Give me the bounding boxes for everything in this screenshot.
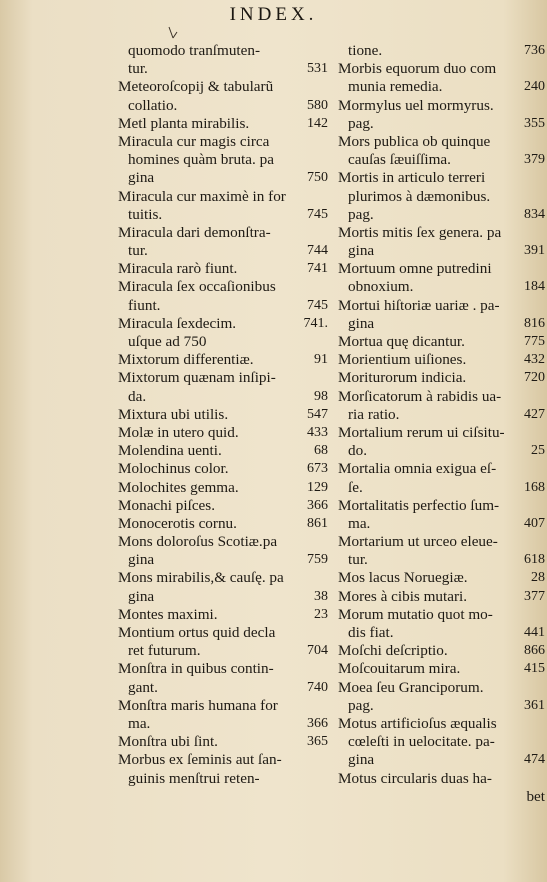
index-entry-line [118, 642, 328, 660]
index-page-number: 366 [307, 497, 328, 513]
index-entry-line [338, 697, 545, 715]
index-entry-text: Miracula ſexdecim. [118, 314, 237, 332]
index-entry-line [118, 751, 328, 769]
index-entry-text: gant. [128, 678, 158, 696]
index-entry-text: guinis menſtrui reten- [128, 769, 260, 787]
index-entry-text: Meteoroſcopij & tabularũ [118, 78, 274, 96]
index-entry-line [338, 42, 545, 60]
index-entry-text: cauſas ſæuiſſima. [348, 151, 451, 169]
index-entry-line [118, 479, 328, 497]
index-page-number: 407 [524, 515, 545, 531]
index-page-number: 741. [303, 315, 328, 331]
index-page-number: 744 [307, 243, 328, 259]
index-entry-text: obnoxium. [348, 278, 414, 296]
index-entry-line [338, 151, 545, 169]
index-entry-line [338, 333, 545, 351]
index-page-number: 441 [524, 625, 545, 640]
index-entry-line [118, 588, 328, 606]
index-entry-line [118, 460, 328, 478]
index-entry-line [338, 260, 545, 278]
index-entry-line [338, 751, 545, 769]
index-entry-line [338, 297, 545, 315]
index-entry-text: Mixtura ubi utilis. [118, 405, 229, 423]
index-entry-line [338, 78, 545, 96]
index-entry-line [118, 388, 328, 406]
index-entry-text: gina [128, 551, 155, 569]
index-entry-text: gina [128, 169, 155, 187]
index-page-number: 377 [524, 588, 545, 604]
index-entry-line [118, 315, 328, 333]
index-entry-text: Molochinus color. [118, 460, 229, 478]
index-page-number: 775 [524, 334, 545, 349]
index-entry-line [118, 42, 328, 60]
index-entry-line [118, 770, 328, 788]
index-page-number: 129 [307, 479, 328, 495]
index-entry-text: ria ratio. [348, 405, 400, 423]
index-entry-text: Metl planta mirabilis. [118, 114, 250, 132]
index-page-number: 750 [307, 170, 328, 186]
index-entry-line [338, 569, 545, 587]
index-page-number: 415 [524, 661, 545, 677]
index-entry-line [338, 388, 545, 406]
index-entry-line [118, 569, 328, 587]
index-page-number: 673 [307, 461, 328, 477]
index-entry-line [118, 624, 328, 642]
index-entry-line [338, 588, 545, 606]
index-entry-line [118, 424, 328, 442]
index-entry-text: dis fiat. [348, 624, 394, 641]
index-entry-text: Morientium uiſiones. [338, 351, 467, 369]
index-entry-line [338, 424, 545, 442]
index-page-number: 816 [524, 315, 545, 331]
index-entry-text: Molendina uenti. [118, 442, 222, 460]
index-column-left [118, 42, 328, 788]
index-page-number: 531 [307, 61, 328, 77]
index-entry-line [338, 60, 545, 78]
index-page-number: 184 [524, 279, 545, 295]
index-entry-line [118, 278, 328, 296]
index-page-number: 142 [307, 115, 328, 131]
index-entry-line [338, 551, 545, 569]
index-page-number: 38 [314, 588, 328, 604]
index-entry-line [118, 242, 328, 260]
index-entry-text: Mores à cibis mutari. [338, 587, 468, 605]
index-page-number: 474 [524, 752, 545, 768]
index-page-number: 736 [524, 43, 545, 58]
index-entry-text: tur. [128, 60, 148, 78]
index-entry-text: Miracula cur magis circa [118, 132, 270, 150]
index-entry-line [338, 115, 545, 133]
index-page-number: 759 [307, 552, 328, 568]
index-page-number: 68 [314, 443, 328, 459]
index-entry-text: Moſcouitarum mira. [338, 660, 461, 678]
index-entry-line [338, 715, 545, 733]
index-page-number: 391 [524, 243, 545, 259]
index-entry-text: Motus circularis duas ha- [338, 769, 492, 787]
index-entry-text: Mixtorum quænam inſipi- [118, 369, 276, 387]
index-entry-text: tuitis. [128, 205, 163, 223]
index-entry-line [118, 369, 328, 387]
index-entry-line [118, 606, 328, 624]
index-entry-line [338, 169, 545, 187]
index-entry-line [118, 715, 328, 733]
index-entry-line [118, 333, 328, 351]
index-entry-text: gina [348, 242, 375, 260]
index-entry-text: Miracula cur maximè in for [118, 187, 286, 205]
index-page-number: 28 [531, 570, 545, 586]
index-page-number: 745 [307, 206, 328, 222]
index-entry-text: ſe. [348, 478, 363, 496]
index-entry-line [338, 679, 545, 697]
index-page-number: 741 [307, 261, 328, 277]
index-entry-text: homines quàm bruta. pa [128, 151, 274, 169]
index-page-number: 23 [314, 606, 328, 622]
index-page-number: 580 [307, 97, 328, 113]
index-entry-line [338, 278, 545, 296]
index-page-number: 704 [307, 643, 328, 659]
index-entry-line [338, 97, 545, 115]
index-entry-text: pag. [348, 696, 374, 714]
index-entry-text: ret futurum. [128, 642, 201, 660]
index-page-number: 547 [307, 406, 328, 422]
index-entry-text: Mortarium ut urceo eleue- [338, 533, 498, 551]
index-page-number: 91 [314, 352, 328, 368]
index-entry-line [338, 479, 545, 497]
index-entry-text: Morbis equorum duo com [338, 60, 497, 78]
index-entry-text: Motus artificioſus æqualis [338, 714, 497, 732]
index-entry-line [338, 533, 545, 551]
index-page-number: 432 [524, 352, 545, 368]
index-entry-line [338, 133, 545, 151]
index-entry-line [118, 533, 328, 551]
index-entry-text: bet [526, 787, 545, 805]
index-page-number: 861 [307, 515, 328, 531]
index-page-number: 168 [524, 479, 545, 495]
index-entry-line [118, 169, 328, 187]
index-entry-line [338, 188, 545, 206]
index-entry-text: quomodo tranſmuten- [128, 42, 261, 59]
index-entry-line [338, 497, 545, 515]
index-page-number: 866 [524, 643, 545, 659]
index-entry-line [118, 442, 328, 460]
index-entry-text: ma. [348, 514, 371, 532]
index-page-number: 720 [524, 370, 545, 386]
index-entry-line [338, 460, 545, 478]
index-entry-text: Mortis in articulo terreri [338, 169, 486, 187]
index-entry-text: pag. [348, 205, 374, 223]
index-entry-text: Monocerotis cornu. [118, 514, 237, 532]
index-entry-text: gina [348, 314, 375, 332]
index-page-number: 834 [524, 206, 545, 222]
index-entry-text: tur. [348, 551, 368, 569]
index-page-number: 240 [524, 79, 545, 95]
index-entry-line [118, 551, 328, 569]
index-entry-line [338, 606, 545, 624]
ink-mark [168, 26, 178, 40]
index-entry-text: Morbus ex ſeminis aut ſan- [118, 751, 282, 769]
index-entry-line [338, 442, 545, 460]
index-entry-line [118, 406, 328, 424]
index-page-number: 366 [307, 715, 328, 731]
index-entry-text: Mormylus uel mormyrus. [338, 96, 494, 114]
index-entry-text: Mors publica ob quinque [338, 132, 491, 150]
index-entry-text: Moriturorum indicia. [338, 369, 467, 387]
index-entry-text: Moſchi deſcriptio. [338, 642, 448, 660]
index-entry-text: Mons mirabilis,& cauſę. pa [118, 569, 284, 587]
index-page-number: 427 [524, 406, 545, 422]
index-entry-text: Mos lacus Noruegiæ. [338, 569, 468, 587]
index-entry-text: Mortis mitis ſex genera. pa [338, 223, 502, 241]
index-entry-line [338, 788, 545, 806]
index-entry-text: Mixtorum differentiæ. [118, 351, 254, 369]
index-page-number: 25 [531, 443, 545, 459]
index-entry-line [118, 297, 328, 315]
index-page-number: 618 [524, 552, 545, 568]
index-entry-line [118, 115, 328, 133]
index-page-number: 740 [307, 679, 328, 695]
index-entry-text: munia remedia. [348, 78, 443, 96]
index-entry-line [118, 206, 328, 224]
index-entry-text: Mortalium rerum ui ciſsitu- [338, 423, 505, 441]
index-entry-text: Morum mutatio quot mo- [338, 605, 493, 623]
index-entry-line [338, 315, 545, 333]
index-entry-line [338, 406, 545, 424]
index-entry-text: ma. [128, 714, 151, 732]
index-entry-line [338, 624, 545, 642]
index-entry-text: Miracula rarò fiunt. [118, 260, 238, 278]
index-entry-line [338, 206, 545, 224]
index-entry-line [118, 133, 328, 151]
index-entry-text: plurimos à dæmonibus. [348, 187, 491, 205]
index-entry-line [338, 224, 545, 242]
index-entry-text: Molæ in utero quid. [118, 423, 239, 441]
index-entry-text: Monſtra maris humana for [118, 696, 278, 714]
index-page-number: 355 [524, 115, 545, 131]
page-header: INDEX. [229, 4, 318, 25]
index-entry-line [338, 660, 545, 678]
index-entry-line [338, 733, 545, 751]
index-entry-line [338, 242, 545, 260]
index-entry-text: pag. [348, 114, 374, 132]
index-entry-text: tione. [348, 42, 383, 59]
index-entry-text: gina [128, 587, 155, 605]
index-column-right [338, 42, 545, 806]
index-page-number: 433 [307, 424, 328, 440]
index-entry-text: Mortalitatis perfectio ſum- [338, 496, 500, 514]
index-entry-line [118, 515, 328, 533]
index-entry-line [338, 351, 545, 369]
index-entry-line [118, 224, 328, 242]
index-entry-line [118, 697, 328, 715]
index-entry-line [118, 97, 328, 115]
index-entry-line [118, 60, 328, 78]
index-entry-text: Miracula ſex occaſionibus [118, 278, 276, 296]
index-entry-text: Monachi piſces. [118, 496, 216, 514]
index-entry-text: Montes maximi. [118, 605, 218, 623]
index-entry-line [118, 679, 328, 697]
index-entry-text: Mortalia omnia exigua eſ- [338, 460, 497, 478]
index-entry-line [338, 770, 545, 788]
index-entry-line [118, 660, 328, 678]
index-entry-line [338, 642, 545, 660]
index-entry-text: Mons doloroſus Scotiæ.pa [118, 533, 278, 551]
index-entry-line [118, 188, 328, 206]
index-page-number: 365 [307, 734, 328, 750]
index-entry-line [118, 78, 328, 96]
index-entry-line [118, 733, 328, 751]
index-entry-text: do. [348, 442, 367, 460]
index-entry-line [118, 260, 328, 278]
index-entry-text: Morſicatorum à rabidis ua- [338, 387, 502, 405]
index-entry-text: Mortuum omne putredini [338, 260, 492, 278]
index-entry-text: da. [128, 387, 147, 405]
index-entry-text: tur. [128, 242, 148, 260]
index-entry-text: uſque ad 750 [128, 333, 207, 350]
index-entry-line [118, 497, 328, 515]
index-entry-text: Monſtra in quibus contin- [118, 660, 274, 678]
index-page-number: 361 [524, 697, 545, 713]
index-entry-text: Moea ſeu Granciporum. [338, 678, 484, 696]
index-entry-text: Miracula dari demonſtra- [118, 223, 271, 241]
index-entry-text: Montium ortus quid decla [118, 624, 276, 641]
index-entry-line [118, 151, 328, 169]
index-page-number: 745 [307, 297, 328, 313]
index-entry-text: Mortui hiſtoriæ uariæ . pa- [338, 296, 500, 314]
index-entry-line [338, 369, 545, 387]
index-entry-text: fiunt. [128, 296, 161, 314]
index-page-number: 379 [524, 152, 545, 168]
index-entry-text: cœleſti in uelocitate. pa- [348, 733, 495, 751]
index-entry-line [338, 515, 545, 533]
index-entry-text: Mortua quę dicantur. [338, 333, 465, 350]
index-entry-text: collatio. [128, 96, 178, 114]
index-page-number: 98 [314, 388, 328, 404]
index-entry-line [118, 351, 328, 369]
index-entry-text: gina [348, 751, 375, 769]
index-entry-text: Molochites gemma. [118, 478, 239, 496]
index-entry-text: Monſtra ubi ſint. [118, 733, 218, 751]
